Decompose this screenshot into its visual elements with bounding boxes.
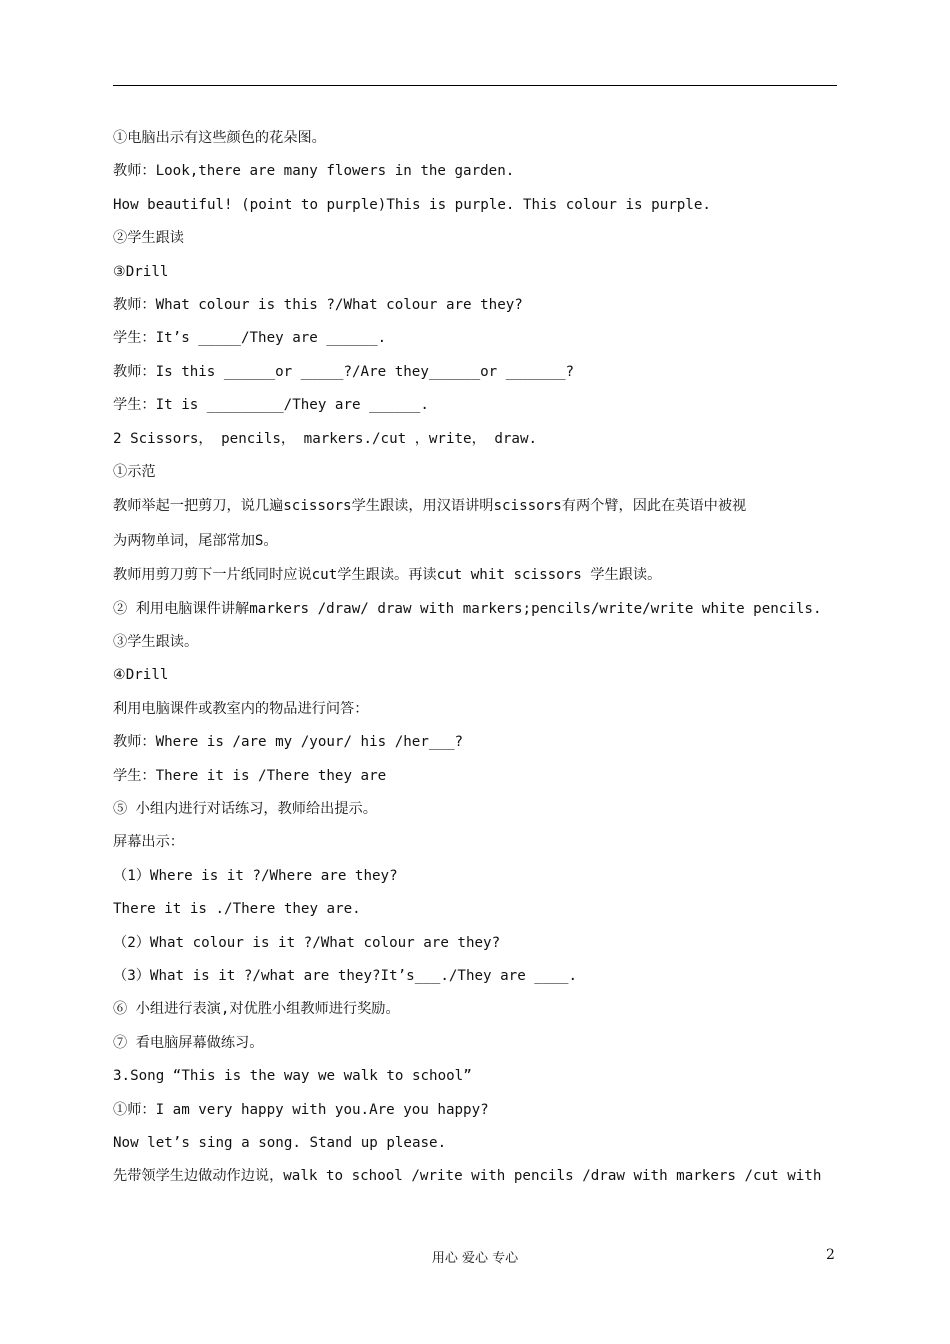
text-line: 利用电脑课件或教室内的物品进行问答：	[113, 700, 369, 717]
text-line: 教师：Look,there are many flowers in the garden.	[113, 163, 515, 180]
text-line: ② 利用电脑课件讲解markers /draw/ draw with markers;pencils/write/write white pencils.	[113, 600, 822, 617]
text-line: ⑥ 小组进行表演,对优胜小组教师进行奖励。	[113, 1001, 400, 1018]
text-line: ①电脑出示有这些颜色的花朵图。	[113, 130, 326, 146]
text-line: ③Drill	[113, 263, 169, 280]
text-line: ③学生跟读。	[113, 634, 199, 651]
text-line: 为两物单词，尾部常加S。	[113, 533, 278, 550]
text-line: ④Drill	[113, 667, 169, 684]
text-line: 教师举起一把剪刀，说几遍scissors学生跟读，用汉语讲明scissors有两个臂，因此在英语中被视	[113, 498, 747, 515]
footer-motto: 用心 爱心 专心	[431, 1251, 519, 1266]
text-line: 教师：What colour is this ?/What colour are they?	[113, 296, 523, 313]
text-line: 2 Scissors， pencils， markers./cut ，write， draw.	[113, 430, 538, 447]
text-line: ②学生跟读	[113, 230, 184, 247]
text-line: ⑦ 看电脑屏幕做练习。	[113, 1034, 264, 1051]
page-number: 2	[826, 1247, 835, 1263]
text-line: 学生：It is _________/They are ______.	[113, 397, 429, 414]
text-line: （3）What is it ?/what are they?It’s___./They are ____.	[113, 967, 577, 984]
text-line: Now let’s sing a song. Stand up please.	[113, 1134, 447, 1151]
text-line: How beautiful! (point to purple)This is purple. This colour is purple.	[113, 196, 711, 213]
text-line: 教师：Where is /are my /your/ his /her___?	[113, 734, 464, 751]
text-line: 学生：It’s _____/They are ______.	[113, 330, 387, 347]
text-line: 3.Song “This is the way we walk to school”	[113, 1068, 472, 1085]
body-text	[113, 122, 843, 1194]
text-line: 先带领学生边做动作边说，walk to school /write with pencils /draw with markers /cut with	[113, 1168, 822, 1185]
text-line: There it is ./There they are.	[113, 901, 361, 918]
text-line: ⑤ 小组内进行对话练习，教师给出提示。	[113, 801, 377, 818]
text-line: （2）What colour is it ?/What colour are they?	[113, 934, 501, 951]
text-line: ①示范	[113, 463, 156, 480]
header-rule	[113, 85, 837, 86]
text-line: 学生：There it is /There they are	[113, 767, 387, 784]
text-line: 屏幕出示：	[113, 834, 184, 851]
text-line: ①师：I am very happy with you.Are you happy?	[113, 1101, 489, 1118]
text-line: 教师：Is this ______or _____?/Are they______or _______?	[113, 363, 575, 380]
text-line: （1）Where is it ?/Where are they?	[113, 867, 398, 884]
text-line: 教师用剪刀剪下一片纸同时应说cut学生跟读。再读cut whit scissors 学生跟读。	[113, 567, 662, 584]
